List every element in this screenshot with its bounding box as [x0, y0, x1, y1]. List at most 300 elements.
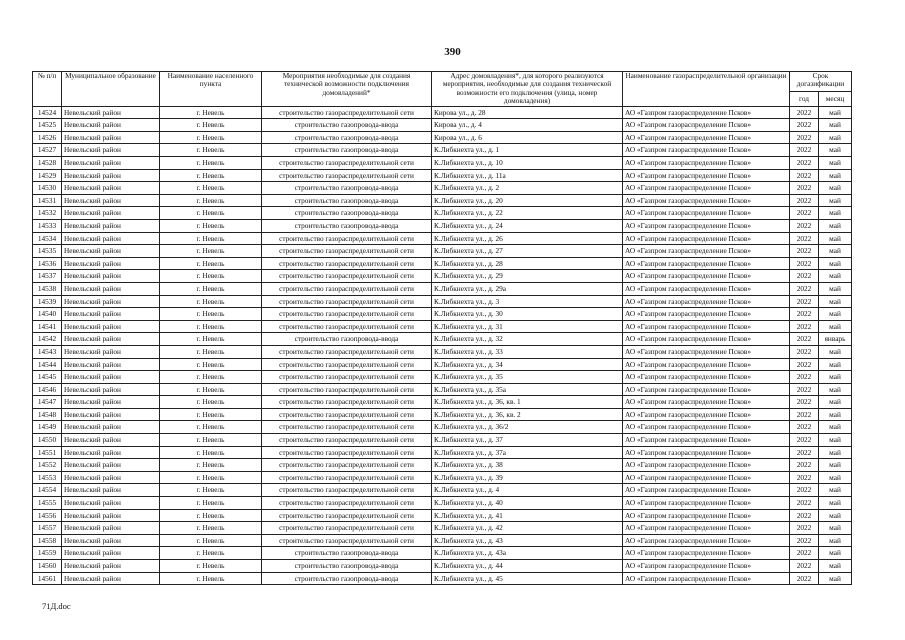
cell-org: АО «Газпром газораспределение Псков»	[623, 131, 790, 144]
cell-measure: строительство газопровода-ввода	[262, 119, 432, 132]
cell-month: май	[819, 572, 852, 585]
cell-settlement: г. Невель	[160, 194, 262, 207]
cell-month: май	[819, 484, 852, 497]
cell-settlement: г. Невель	[160, 471, 262, 484]
cell-address: К.Либкнехта ул., д. 20	[432, 194, 623, 207]
cell-municipality: Невельский район	[62, 232, 160, 245]
cell-municipality: Невельский район	[62, 270, 160, 283]
cell-settlement: г. Невель	[160, 169, 262, 182]
cell-address: К.Либкнехта ул., д. 27	[432, 245, 623, 258]
cell-org: АО «Газпром газораспределение Псков»	[623, 534, 790, 547]
cell-address: К.Либкнехта ул., д. 45	[432, 572, 623, 585]
cell-year: 2022	[790, 484, 819, 497]
cell-org: АО «Газпром газораспределение Псков»	[623, 434, 790, 447]
cell-year: 2022	[790, 257, 819, 270]
cell-num: 14537	[33, 270, 62, 283]
cell-measure: строительство газораспределительной сети	[262, 509, 432, 522]
cell-municipality: Невельский район	[62, 459, 160, 472]
cell-org: АО «Газпром газораспределение Псков»	[623, 383, 790, 396]
cell-measure: строительство газораспределительной сети	[262, 295, 432, 308]
table-row	[33, 257, 852, 270]
table-row	[33, 572, 852, 585]
cell-month: май	[819, 194, 852, 207]
cell-num: 14556	[33, 509, 62, 522]
cell-year: 2022	[790, 560, 819, 573]
cell-address: Кирова ул., д. 6	[432, 131, 623, 144]
cell-month: май	[819, 522, 852, 535]
cell-month: май	[819, 471, 852, 484]
cell-org: АО «Газпром газораспределение Псков»	[623, 459, 790, 472]
cell-year: 2022	[790, 320, 819, 333]
table-row	[33, 182, 852, 195]
cell-settlement: г. Невель	[160, 509, 262, 522]
cell-year: 2022	[790, 446, 819, 459]
cell-month: май	[819, 282, 852, 295]
cell-num: 14533	[33, 219, 62, 232]
cell-org: АО «Газпром газораспределение Псков»	[623, 408, 790, 421]
cell-year: 2022	[790, 522, 819, 535]
cell-settlement: г. Невель	[160, 308, 262, 321]
cell-settlement: г. Невель	[160, 245, 262, 258]
cell-measure: строительство газораспределительной сети	[262, 383, 432, 396]
cell-settlement: г. Невель	[160, 459, 262, 472]
cell-year: 2022	[790, 371, 819, 384]
cell-measure: строительство газораспределительной сети	[262, 522, 432, 535]
cell-month: май	[819, 534, 852, 547]
cell-num: 14539	[33, 295, 62, 308]
cell-org: АО «Газпром газораспределение Псков»	[623, 358, 790, 371]
cell-settlement: г. Невель	[160, 522, 262, 535]
cell-year: 2022	[790, 358, 819, 371]
cell-settlement: г. Невель	[160, 358, 262, 371]
cell-settlement: г. Невель	[160, 144, 262, 157]
header-org: Наименование газораспределительной организации	[623, 72, 790, 107]
page-number: 390	[444, 46, 461, 58]
cell-org: АО «Газпром газораспределение Псков»	[623, 270, 790, 283]
cell-settlement: г. Невель	[160, 421, 262, 434]
cell-month: май	[819, 308, 852, 321]
cell-municipality: Невельский район	[62, 572, 160, 585]
cell-year: 2022	[790, 232, 819, 245]
cell-measure: строительство газораспределительной сети	[262, 320, 432, 333]
table-row	[33, 421, 852, 434]
cell-settlement: г. Невель	[160, 257, 262, 270]
cell-municipality: Невельский район	[62, 106, 160, 119]
cell-municipality: Невельский район	[62, 471, 160, 484]
cell-org: АО «Газпром газораспределение Псков»	[623, 421, 790, 434]
cell-settlement: г. Невель	[160, 484, 262, 497]
cell-address: К.Либкнехта ул., д. 3	[432, 295, 623, 308]
cell-month: май	[819, 182, 852, 195]
cell-org: АО «Газпром газораспределение Псков»	[623, 106, 790, 119]
cell-measure: строительство газораспределительной сети	[262, 308, 432, 321]
table-row	[33, 484, 852, 497]
cell-org: АО «Газпром газораспределение Псков»	[623, 320, 790, 333]
table-row	[33, 560, 852, 573]
cell-measure: строительство газораспределительной сети	[262, 169, 432, 182]
cell-municipality: Невельский район	[62, 484, 160, 497]
cell-month: май	[819, 245, 852, 258]
table-row	[33, 509, 852, 522]
cell-address: К.Либкнехта ул., д. 4	[432, 484, 623, 497]
cell-municipality: Невельский район	[62, 522, 160, 535]
cell-address: К.Либкнехта ул., д. 36, кв. 1	[432, 396, 623, 409]
cell-settlement: г. Невель	[160, 270, 262, 283]
cell-municipality: Невельский район	[62, 308, 160, 321]
header-address: Адрес домовладения*, для которого реализуются мероприятия, необходимые для создания технической возможности его подключения (улица, номер домовладения)	[432, 72, 623, 107]
cell-year: 2022	[790, 471, 819, 484]
cell-settlement: г. Невель	[160, 182, 262, 195]
cell-year: 2022	[790, 421, 819, 434]
cell-municipality: Невельский район	[62, 421, 160, 434]
cell-month: май	[819, 509, 852, 522]
cell-year: 2022	[790, 182, 819, 195]
table-row	[33, 371, 852, 384]
cell-org: АО «Газпром газораспределение Псков»	[623, 308, 790, 321]
cell-address: К.Либкнехта ул., д. 24	[432, 219, 623, 232]
cell-org: АО «Газпром газораспределение Псков»	[623, 484, 790, 497]
cell-measure: строительство газораспределительной сети	[262, 497, 432, 510]
cell-measure: строительство газопровода-ввода	[262, 547, 432, 560]
cell-num: 14561	[33, 572, 62, 585]
cell-num: 14531	[33, 194, 62, 207]
cell-org: АО «Газпром газораспределение Псков»	[623, 371, 790, 384]
cell-municipality: Невельский район	[62, 169, 160, 182]
cell-measure: строительство газопровода-ввода	[262, 182, 432, 195]
cell-address: К.Либкнехта ул., д. 38	[432, 459, 623, 472]
cell-num: 14544	[33, 358, 62, 371]
cell-municipality: Невельский район	[62, 219, 160, 232]
cell-num: 14540	[33, 308, 62, 321]
table-row	[33, 282, 852, 295]
cell-month: май	[819, 295, 852, 308]
table-row	[33, 270, 852, 283]
cell-address: К.Либкнехта ул., д. 43	[432, 534, 623, 547]
cell-year: 2022	[790, 308, 819, 321]
cell-num: 14557	[33, 522, 62, 535]
cell-org: АО «Газпром газораспределение Псков»	[623, 572, 790, 585]
cell-org: АО «Газпром газораспределение Псков»	[623, 257, 790, 270]
cell-org: АО «Газпром газораспределение Псков»	[623, 182, 790, 195]
cell-address: К.Либкнехта ул., д. 37	[432, 434, 623, 447]
table-row	[33, 345, 852, 358]
header-settlement: Наименование населенного пункта	[160, 72, 262, 107]
cell-settlement: г. Невель	[160, 320, 262, 333]
table-body	[33, 106, 852, 585]
cell-municipality: Невельский район	[62, 371, 160, 384]
cell-org: АО «Газпром газораспределение Псков»	[623, 169, 790, 182]
cell-year: 2022	[790, 295, 819, 308]
table-row	[33, 358, 852, 371]
cell-num: 14542	[33, 333, 62, 346]
cell-org: АО «Газпром газораспределение Псков»	[623, 144, 790, 157]
cell-municipality: Невельский район	[62, 547, 160, 560]
cell-address: К.Либкнехта ул., д. 11а	[432, 169, 623, 182]
cell-settlement: г. Невель	[160, 131, 262, 144]
cell-year: 2022	[790, 169, 819, 182]
table-row	[33, 333, 852, 346]
cell-year: 2022	[790, 282, 819, 295]
file-name: 71Д.doc	[42, 601, 71, 611]
cell-address: К.Либкнехта ул., д. 26	[432, 232, 623, 245]
table-row	[33, 194, 852, 207]
cell-num: 14553	[33, 471, 62, 484]
cell-month: май	[819, 345, 852, 358]
cell-municipality: Невельский район	[62, 446, 160, 459]
cell-municipality: Невельский район	[62, 131, 160, 144]
cell-address: К.Либкнехта ул., д. 29	[432, 270, 623, 283]
table-row	[33, 308, 852, 321]
cell-address: К.Либкнехта ул., д. 32	[432, 333, 623, 346]
cell-org: АО «Газпром газораспределение Псков»	[623, 194, 790, 207]
cell-num: 14549	[33, 421, 62, 434]
table-row	[33, 144, 852, 157]
table-row	[33, 245, 852, 258]
cell-year: 2022	[790, 245, 819, 258]
cell-month: май	[819, 459, 852, 472]
cell-year: 2022	[790, 434, 819, 447]
cell-measure: строительство газораспределительной сети	[262, 358, 432, 371]
cell-settlement: г. Невель	[160, 282, 262, 295]
cell-num: 14560	[33, 560, 62, 573]
cell-num: 14552	[33, 459, 62, 472]
cell-measure: строительство газораспределительной сети	[262, 421, 432, 434]
cell-num: 14536	[33, 257, 62, 270]
cell-month: май	[819, 119, 852, 132]
cell-month: май	[819, 383, 852, 396]
cell-org: АО «Газпром газораспределение Псков»	[623, 119, 790, 132]
cell-year: 2022	[790, 333, 819, 346]
table-row	[33, 320, 852, 333]
cell-measure: строительство газораспределительной сети	[262, 106, 432, 119]
table-row	[33, 408, 852, 421]
cell-settlement: г. Невель	[160, 560, 262, 573]
cell-month: май	[819, 396, 852, 409]
cell-month: май	[819, 169, 852, 182]
cell-municipality: Невельский район	[62, 320, 160, 333]
cell-municipality: Невельский район	[62, 194, 160, 207]
cell-address: К.Либкнехта ул., д. 41	[432, 509, 623, 522]
cell-org: АО «Газпром газораспределение Псков»	[623, 245, 790, 258]
table-row	[33, 106, 852, 119]
table-row	[33, 219, 852, 232]
header-measures: Мероприятия необходимые для создания технической возможности подключения домовладений*	[262, 72, 432, 107]
cell-org: АО «Газпром газораспределение Псков»	[623, 522, 790, 535]
cell-year: 2022	[790, 270, 819, 283]
cell-municipality: Невельский район	[62, 509, 160, 522]
cell-address: К.Либкнехта ул., д. 2	[432, 182, 623, 195]
cell-settlement: г. Невель	[160, 547, 262, 560]
cell-settlement: г. Невель	[160, 371, 262, 384]
cell-month: май	[819, 547, 852, 560]
cell-year: 2022	[790, 157, 819, 170]
gasification-table	[32, 71, 852, 585]
cell-year: 2022	[790, 459, 819, 472]
cell-org: АО «Газпром газораспределение Псков»	[623, 333, 790, 346]
cell-address: Кирова ул., д. 4	[432, 119, 623, 132]
cell-settlement: г. Невель	[160, 232, 262, 245]
cell-settlement: г. Невель	[160, 207, 262, 220]
cell-settlement: г. Невель	[160, 534, 262, 547]
cell-municipality: Невельский район	[62, 282, 160, 295]
cell-year: 2022	[790, 345, 819, 358]
cell-org: АО «Газпром газораспределение Псков»	[623, 219, 790, 232]
cell-municipality: Невельский район	[62, 245, 160, 258]
cell-num: 14543	[33, 345, 62, 358]
cell-municipality: Невельский район	[62, 144, 160, 157]
table-row	[33, 383, 852, 396]
cell-org: АО «Газпром газораспределение Псков»	[623, 207, 790, 220]
cell-num: 14545	[33, 371, 62, 384]
table-row	[33, 169, 852, 182]
cell-municipality: Невельский район	[62, 345, 160, 358]
cell-org: АО «Газпром газораспределение Псков»	[623, 446, 790, 459]
cell-measure: строительство газопровода-ввода	[262, 194, 432, 207]
cell-year: 2022	[790, 106, 819, 119]
cell-municipality: Невельский район	[62, 408, 160, 421]
cell-measure: строительство газораспределительной сети	[262, 471, 432, 484]
cell-municipality: Невельский район	[62, 207, 160, 220]
cell-num: 14550	[33, 434, 62, 447]
cell-address: К.Либкнехта ул., д. 34	[432, 358, 623, 371]
cell-month: май	[819, 560, 852, 573]
cell-num: 14526	[33, 131, 62, 144]
cell-org: АО «Газпром газораспределение Псков»	[623, 547, 790, 560]
cell-month: май	[819, 434, 852, 447]
cell-municipality: Невельский район	[62, 534, 160, 547]
cell-num: 14527	[33, 144, 62, 157]
cell-month: май	[819, 106, 852, 119]
cell-num: 14546	[33, 383, 62, 396]
cell-address: К.Либкнехта ул., д. 30	[432, 308, 623, 321]
cell-num: 14555	[33, 497, 62, 510]
cell-measure: строительство газораспределительной сети	[262, 257, 432, 270]
cell-num: 14551	[33, 446, 62, 459]
table-row	[33, 157, 852, 170]
cell-settlement: г. Невель	[160, 119, 262, 132]
cell-municipality: Невельский район	[62, 358, 160, 371]
cell-address: К.Либкнехта ул., д. 42	[432, 522, 623, 535]
table-row	[33, 497, 852, 510]
cell-month: май	[819, 358, 852, 371]
cell-month: май	[819, 131, 852, 144]
cell-measure: строительство газопровода-ввода	[262, 333, 432, 346]
cell-year: 2022	[790, 547, 819, 560]
table-row	[33, 459, 852, 472]
cell-municipality: Невельский район	[62, 119, 160, 132]
cell-measure: строительство газораспределительной сети	[262, 232, 432, 245]
header-municipality: Муниципальное образование	[62, 72, 160, 107]
cell-year: 2022	[790, 131, 819, 144]
cell-measure: строительство газораспределительной сети	[262, 434, 432, 447]
cell-month: май	[819, 446, 852, 459]
cell-address: К.Либкнехта ул., д. 28	[432, 257, 623, 270]
cell-address: К.Либкнехта ул., д. 43а	[432, 547, 623, 560]
cell-address: К.Либкнехта ул., д. 29а	[432, 282, 623, 295]
cell-address: Кирова ул., д. 28	[432, 106, 623, 119]
cell-measure: строительство газораспределительной сети	[262, 446, 432, 459]
cell-measure: строительство газопровода-ввода	[262, 207, 432, 220]
cell-municipality: Невельский район	[62, 383, 160, 396]
cell-month: май	[819, 320, 852, 333]
cell-month: май	[819, 408, 852, 421]
cell-org: АО «Газпром газораспределение Псков»	[623, 282, 790, 295]
cell-municipality: Невельский район	[62, 157, 160, 170]
cell-settlement: г. Невель	[160, 383, 262, 396]
table-row	[33, 547, 852, 560]
cell-month: май	[819, 497, 852, 510]
cell-settlement: г. Невель	[160, 408, 262, 421]
cell-num: 14525	[33, 119, 62, 132]
cell-num: 14530	[33, 182, 62, 195]
cell-municipality: Невельский район	[62, 497, 160, 510]
cell-settlement: г. Невель	[160, 345, 262, 358]
cell-settlement: г. Невель	[160, 497, 262, 510]
cell-measure: строительство газораспределительной сети	[262, 408, 432, 421]
cell-address: К.Либкнехта ул., д. 37а	[432, 446, 623, 459]
cell-month: май	[819, 421, 852, 434]
cell-org: АО «Газпром газораспределение Псков»	[623, 232, 790, 245]
cell-month: май	[819, 144, 852, 157]
cell-num: 14535	[33, 245, 62, 258]
cell-measure: строительство газораспределительной сети	[262, 282, 432, 295]
cell-municipality: Невельский район	[62, 434, 160, 447]
cell-num: 14541	[33, 320, 62, 333]
cell-num: 14532	[33, 207, 62, 220]
table-row	[33, 522, 852, 535]
cell-settlement: г. Невель	[160, 106, 262, 119]
cell-address: К.Либкнехта ул., д. 39	[432, 471, 623, 484]
cell-num: 14547	[33, 396, 62, 409]
cell-measure: строительство газораспределительной сети	[262, 157, 432, 170]
cell-org: АО «Газпром газораспределение Псков»	[623, 396, 790, 409]
cell-address: К.Либкнехта ул., д. 33	[432, 345, 623, 358]
cell-year: 2022	[790, 144, 819, 157]
cell-num: 14538	[33, 282, 62, 295]
cell-year: 2022	[790, 219, 819, 232]
cell-settlement: г. Невель	[160, 396, 262, 409]
cell-year: 2022	[790, 119, 819, 132]
cell-num: 14554	[33, 484, 62, 497]
cell-address: К.Либкнехта ул., д. 35	[432, 371, 623, 384]
header-term: Срок догазификации	[790, 72, 852, 92]
cell-address: К.Либкнехта ул., д. 1	[432, 144, 623, 157]
cell-address: К.Либкнехта ул., д. 35а	[432, 383, 623, 396]
table-row	[33, 434, 852, 447]
cell-settlement: г. Невель	[160, 572, 262, 585]
cell-month: май	[819, 371, 852, 384]
cell-measure: строительство газораспределительной сети	[262, 345, 432, 358]
cell-municipality: Невельский район	[62, 396, 160, 409]
cell-num: 14534	[33, 232, 62, 245]
cell-num: 14558	[33, 534, 62, 547]
cell-month: май	[819, 257, 852, 270]
cell-year: 2022	[790, 396, 819, 409]
cell-settlement: г. Невель	[160, 333, 262, 346]
table-row	[33, 119, 852, 132]
cell-address: К.Либкнехта ул., д. 22	[432, 207, 623, 220]
cell-year: 2022	[790, 497, 819, 510]
cell-year: 2022	[790, 509, 819, 522]
table-row	[33, 446, 852, 459]
cell-month: май	[819, 219, 852, 232]
cell-municipality: Невельский район	[62, 257, 160, 270]
cell-month: май	[819, 207, 852, 220]
cell-measure: строительство газопровода-ввода	[262, 560, 432, 573]
cell-org: АО «Газпром газораспределение Псков»	[623, 157, 790, 170]
cell-month: январь	[819, 333, 852, 346]
cell-address: К.Либкнехта ул., д. 36, кв. 2	[432, 408, 623, 421]
